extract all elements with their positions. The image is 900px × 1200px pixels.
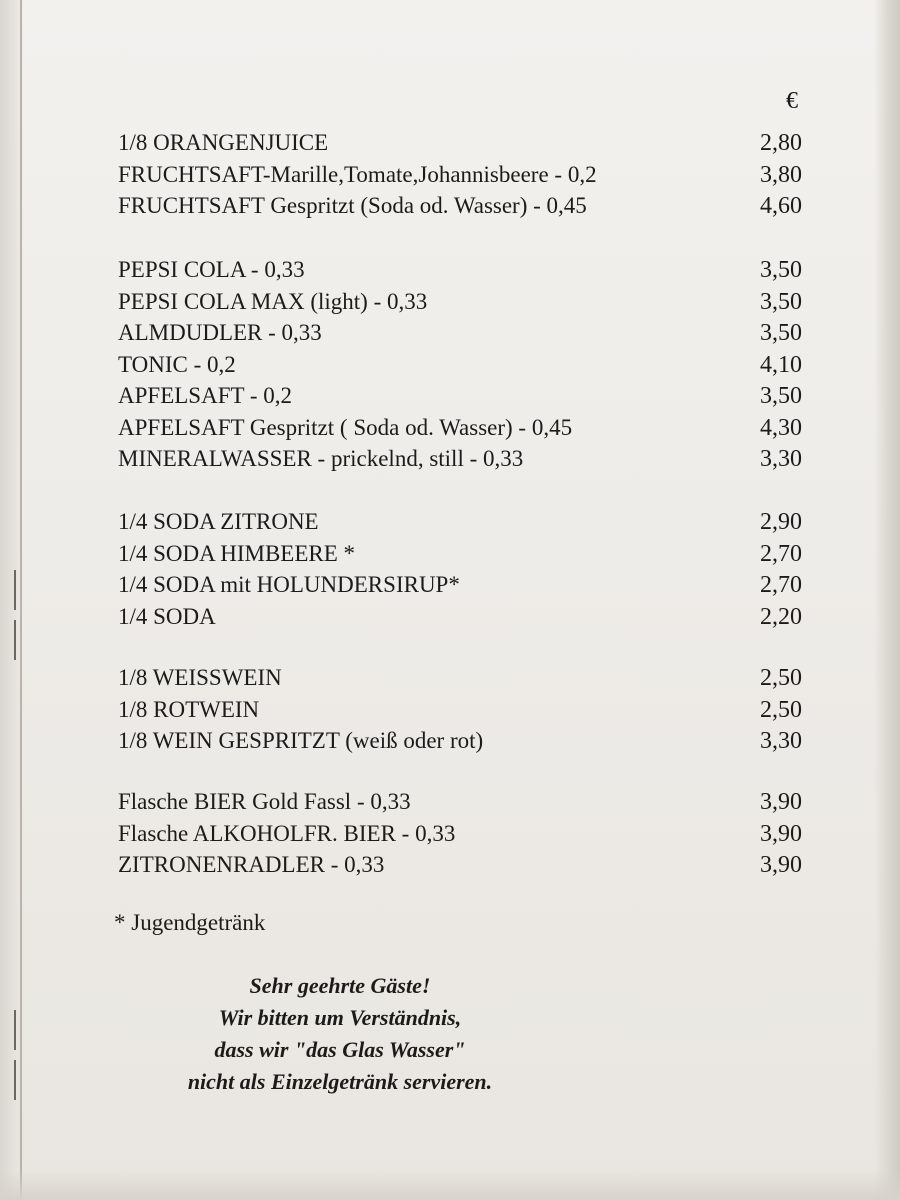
menu-row — [0, 539, 900, 571]
menu-row — [0, 850, 900, 882]
binding-stitch — [14, 1060, 24, 1100]
item-name: 1/4 SODA HIMBEERE * — [118, 540, 356, 566]
notice-line: Sehr geehrte Gäste! — [249, 973, 431, 998]
menu-row — [0, 819, 900, 851]
item-price: 3,80 — [760, 161, 802, 188]
item-name: 1/8 ROTWEIN — [118, 696, 260, 722]
guest-notice — [140, 970, 540, 1098]
item-name: FRUCHTSAFT Gespritzt (Soda od. Wasser) - 0,45 — [118, 193, 587, 218]
item-name: Flasche ALKOHOLFR. BIER - 0,33 — [118, 820, 456, 846]
item-price: 4,60 — [760, 193, 802, 219]
section-wine — [0, 663, 900, 758]
menu-row — [0, 695, 900, 727]
menu-row — [0, 726, 900, 758]
menu-row — [0, 787, 900, 819]
item-name: 1/4 SODA — [118, 603, 216, 629]
item-price: 2,50 — [760, 665, 802, 691]
item-price: 4,10 — [760, 351, 802, 378]
item-name: ZITRONENRADLER - 0,33 — [118, 852, 385, 877]
item-price: 3,90 — [760, 820, 802, 847]
menu-row — [0, 570, 900, 602]
menu-row — [0, 413, 900, 445]
menu-row — [0, 663, 900, 695]
item-price: 3,90 — [760, 852, 802, 878]
page-bottom-edge — [0, 1170, 900, 1200]
item-price: 2,50 — [760, 696, 802, 723]
notice-line: nicht als Einzelgetränk servieren. — [187, 1069, 493, 1094]
item-name: ALMDUDLER - 0,33 — [118, 320, 322, 345]
item-price: 4,30 — [760, 414, 802, 441]
menu-row — [0, 602, 900, 634]
item-name: APFELSAFT - 0,2 — [118, 383, 293, 408]
item-name: Flasche BIER Gold Fassl - 0,33 — [118, 789, 411, 814]
menu-row — [0, 255, 900, 287]
notice-line: dass wir "das Glas Wasser" — [214, 1037, 466, 1062]
item-name: PEPSI COLA - 0,33 — [118, 257, 305, 282]
item-price: 3,30 — [760, 446, 802, 472]
item-name: 1/8 WEISSWEIN — [118, 665, 282, 690]
menu-row — [0, 444, 900, 476]
currency-header: € — [786, 88, 798, 114]
section-beer — [0, 787, 900, 882]
footnote: * Jugendgetränk — [114, 910, 266, 935]
item-price: 3,50 — [760, 383, 802, 409]
item-name: FRUCHTSAFT-Marille,Tomate,Johannisbeere - 0,2 — [118, 161, 597, 187]
item-price: 3,50 — [760, 320, 802, 346]
item-price: 3,50 — [760, 288, 802, 315]
item-price: 2,80 — [760, 130, 802, 156]
item-name: 1/4 SODA mit HOLUNDERSIRUP* — [118, 572, 460, 597]
menu-row — [0, 381, 900, 413]
notice-line: Wir bitten um Verständnis, — [218, 1005, 462, 1030]
item-price: 2,90 — [760, 509, 802, 535]
binding-stitch — [14, 1010, 24, 1050]
item-name: APFELSAFT Gespritzt ( Soda od. Wasser) - 0,45 — [118, 414, 573, 440]
item-name: 1/4 SODA ZITRONE — [118, 509, 319, 534]
section-soda — [0, 507, 900, 633]
menu-row — [0, 350, 900, 382]
menu-row — [0, 287, 900, 319]
item-name: 1/8 ORANGENJUICE — [118, 130, 329, 155]
item-name: 1/8 WEIN GESPRITZT (weiß oder rot) — [118, 728, 484, 753]
menu-row — [0, 160, 900, 192]
item-price: 3,50 — [760, 257, 802, 283]
item-name: TONIC - 0,2 — [118, 351, 236, 377]
item-price: 2,70 — [760, 540, 802, 567]
item-name: PEPSI COLA MAX (light) - 0,33 — [118, 288, 428, 314]
menu-row — [0, 191, 900, 223]
menu-row — [0, 128, 900, 160]
item-name: MINERALWASSER - prickelnd, still - 0,33 — [118, 446, 524, 471]
item-price: 2,20 — [760, 603, 802, 630]
menu-row — [0, 318, 900, 350]
menu-row — [0, 507, 900, 539]
item-price: 3,30 — [760, 728, 802, 754]
item-price: 2,70 — [760, 572, 802, 598]
section-soft-drinks — [0, 255, 900, 476]
item-price: 3,90 — [760, 789, 802, 815]
section-juices — [0, 128, 900, 223]
